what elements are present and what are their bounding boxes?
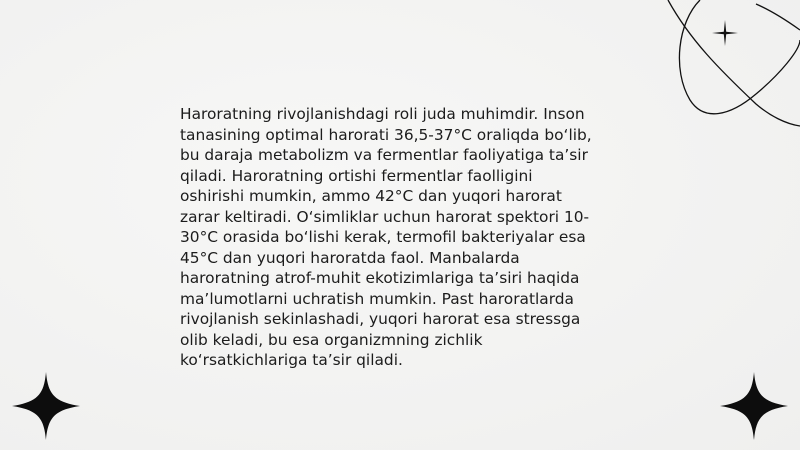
body-paragraph: Haroratning rivojlanishdagi roli juda muhimdir. Inson tanasining optimal harorati 36,5-37°C oraliqda bo‘lib, bu daraja metabolizm va fermentlar faoliyatiga ta’sir qiladi. Haroratning ortishi fermentlar faolligini oshirishi mumkin, ammo 42°C dan yuqori harorat zarar keltiradi. O‘simliklar uchun harorat spektori 10- 30°C orasida bo‘lishi kerak, termofil bakteriyalar esa 45°C dan yuqori haroratda faol. Manbalarda haroratning atrof-muhit ekotizimlariga ta’siri haqida ma’lumotlarni uchratish mumkin. Past haroratlarda rivojlanish sekinlashadi, yuqori harorat esa stressga olib keladi, bu esa organizmning zichlik ko‘rsatkichlariga ta’sir qiladi. — [180, 105, 592, 369]
four-point-star-icon — [720, 372, 788, 440]
four-point-star-icon — [12, 372, 80, 440]
sparkle-plus-icon — [712, 20, 738, 46]
